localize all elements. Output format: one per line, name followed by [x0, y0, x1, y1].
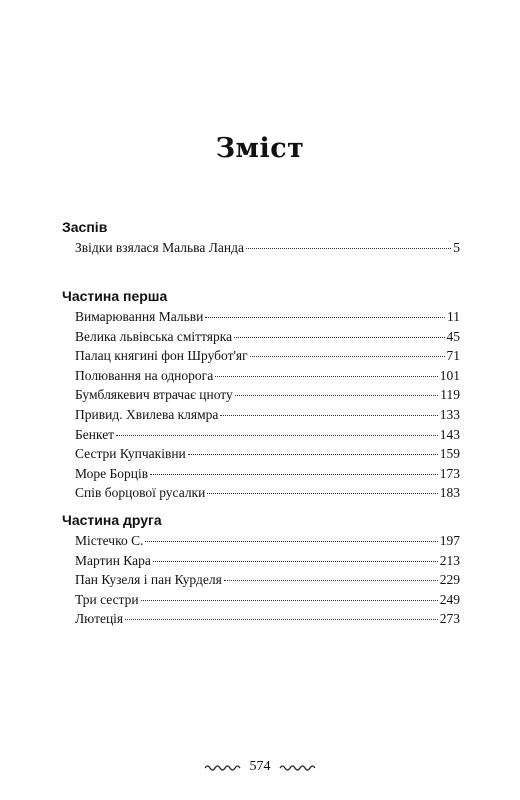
dot-leader: [234, 337, 444, 338]
toc-entry: [62, 405, 460, 425]
toc-entry: [62, 366, 460, 386]
toc-entry: [62, 609, 460, 629]
entry-page-number: 249: [439, 591, 460, 607]
dot-leader: [150, 474, 438, 475]
toc-entry: [62, 551, 460, 571]
dot-leader: [250, 356, 445, 357]
entry-title: Сестри Купчаківни: [75, 446, 186, 462]
entry-title: Спів борцової русалки: [75, 485, 206, 501]
toc-list: [62, 307, 460, 503]
toc-entry: [62, 570, 460, 590]
entry-title: Вимарювання Мальви: [75, 309, 204, 324]
entry-title: Містечко С.: [75, 533, 144, 548]
dot-leader: [125, 619, 438, 620]
toc-section-prelude: [62, 218, 460, 258]
entry-title: Мартин Кара: [75, 552, 151, 568]
dot-leader: [235, 395, 439, 396]
toc-entry: [62, 238, 460, 258]
toc-entry: [62, 307, 460, 327]
entry-page-number: 143: [439, 426, 460, 442]
entry-title: Бенкет: [75, 426, 115, 442]
dot-leader: [220, 415, 437, 416]
section-heading: Частина друга: [62, 512, 162, 528]
entry-title: Звідки взялася Мальва Ланда: [75, 240, 244, 255]
entry-title: Лютеція: [75, 611, 124, 627]
entry-page-number: 213: [439, 552, 460, 568]
dot-leader: [145, 541, 437, 542]
entry-page-number: 11: [447, 309, 460, 324]
wave-ornament-left-icon: [204, 763, 242, 771]
entry-page-number: 183: [439, 485, 460, 501]
toc-entry: [62, 385, 460, 405]
entry-title: Три сестри: [75, 591, 139, 607]
entry-page-number: 71: [446, 348, 460, 364]
entry-page-number: 273: [439, 611, 460, 627]
entry-page-number: 45: [446, 328, 460, 344]
page-title: Зміст: [215, 133, 305, 164]
entry-page-number: 101: [439, 367, 460, 383]
entry-title: Палац княгині фон Шрубот'яг: [75, 348, 248, 364]
page-folio: [0, 759, 520, 775]
entry-page-number: 197: [439, 533, 460, 548]
toc-entry: [62, 425, 460, 445]
toc-entry: [62, 327, 460, 347]
toc-entry: [62, 444, 460, 464]
entry-page-number: 159: [439, 446, 460, 462]
section-heading: Заспів: [62, 219, 108, 235]
entry-page-number: 5: [453, 240, 460, 255]
toc-entry: [62, 590, 460, 610]
wave-ornament-right-icon: [279, 763, 317, 771]
toc-section-part-two: [62, 511, 460, 629]
toc-list: [62, 238, 460, 258]
dot-leader: [207, 493, 437, 494]
entry-title: Море Борців: [75, 465, 149, 481]
entry-page-number: 229: [439, 572, 460, 588]
dot-leader: [153, 561, 438, 562]
toc-entry: [62, 531, 460, 551]
section-heading: Частина перша: [62, 288, 168, 304]
entry-title: Велика львівська сміттярка: [75, 328, 233, 344]
entry-page-number: 119: [440, 387, 460, 403]
dot-leader: [224, 580, 438, 581]
entry-page-number: 133: [439, 406, 460, 422]
entry-title: Бумблякевич втрачає цноту: [75, 387, 233, 403]
entry-page-number: 173: [439, 465, 460, 481]
dot-leader: [116, 435, 438, 436]
entry-title: Полювання на однорога: [75, 367, 214, 383]
dot-leader: [205, 317, 445, 318]
dot-leader: [246, 248, 451, 249]
toc-entry: [62, 346, 460, 366]
toc-entry: [62, 464, 460, 484]
toc-section-part-one: [62, 287, 460, 503]
toc-entry: [62, 483, 460, 503]
dot-leader: [141, 600, 438, 601]
dot-leader: [188, 454, 438, 455]
entry-title: Пан Кузеля і пан Курделя: [75, 572, 222, 588]
toc-list: [62, 531, 460, 629]
entry-title: Привид. Хвилева клямра: [75, 406, 219, 422]
page-number: 574: [249, 759, 271, 774]
dot-leader: [215, 376, 438, 377]
